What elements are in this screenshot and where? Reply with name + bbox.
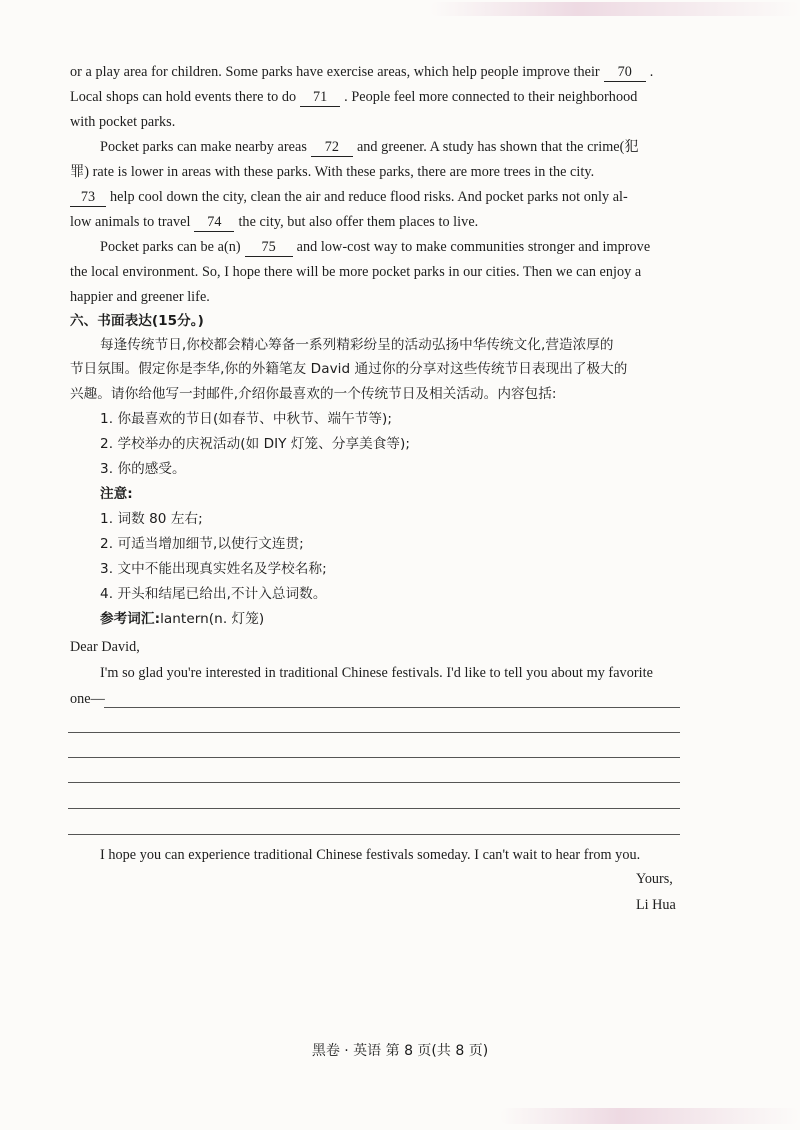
letter-signoff: Yours, [636,871,673,887]
blank-75[interactable]: 75 [245,239,293,257]
blank-71[interactable]: 71 [300,89,340,107]
passage-line-7: low animals to travel 74 the city, but also offer them places to live. [70,214,479,230]
passage-line-5: 罪) rate is lower in areas with these parks. With these parks, there are more trees in the city. [70,164,595,180]
prompt-line-2: 节日氛围。假定你是李华,你的外籍笔友 David 通过你的分享对这些传统节日表现出了极大的 [70,361,628,377]
letter-opening-2: one— [70,691,105,707]
vocab-text: lantern(n. 灯笼) [160,611,265,627]
section-title: 六、书面表达(15分。) [70,313,204,329]
scan-smudge-top [430,2,800,16]
passage-line-10: happier and greener life. [70,289,210,305]
passage-line-8: Pocket parks can be a(n) 75 and low-cost way to make communities stronger and improve [100,239,651,255]
letter-opening-1: I'm so glad you're interested in traditional Chinese festivals. I'd like to tell you about my favorite [100,665,653,681]
letter-closing: I hope you can experience traditional Chinese festivals someday. I can't wait to hear from you. [100,847,641,863]
letter-signature: Li Hua [636,897,676,913]
letter-salutation: Dear David, [70,639,140,655]
requirement-3: 3. 你的感受。 [100,461,186,477]
passage-line-9: the local environment. So, I hope there will be more pocket parks in our cities. Then we can enjoy a [70,264,642,280]
note-title: 注意: [100,486,133,502]
note-2: 2. 可适当增加细节,以使行文连贯; [100,536,304,552]
passage-line-3: with pocket parks. [70,114,176,130]
writing-line-3[interactable] [68,757,680,758]
blank-72[interactable]: 72 [311,139,353,157]
writing-line-5[interactable] [68,808,680,809]
blank-70[interactable]: 70 [604,64,646,82]
vocabulary [100,609,680,629]
prompt-line-3: 兴趣。请你给他写一封邮件,介绍你最喜欢的一个传统节日及相关活动。内容包括: [70,386,557,402]
passage-line-4: Pocket parks can make nearby areas 72 and greener. A study has shown that the crime(犯 [100,139,639,155]
passage-line-2: Local shops can hold events there to do 71 . People feel more connected to their neighborhood [70,89,638,105]
note-4: 4. 开头和结尾已给出,不计入总词数。 [100,586,327,602]
vocab-label: 参考词汇: [100,611,161,627]
passage-line-6: 73 help cool down the city, clean the air and reduce flood risks. And pocket parks not only al- [70,187,680,207]
passage-line-1: or a play area for children. Some parks have exercise areas, which help people improve their 70 . [70,64,654,80]
writing-line-1[interactable] [104,707,680,708]
blank-73[interactable]: 73 [70,189,106,207]
requirement-1: 1. 你最喜欢的节日(如春节、中秋节、端午节等); [100,411,393,427]
note-1: 1. 词数 80 左右; [100,511,203,527]
writing-line-4[interactable] [68,782,680,783]
blank-74[interactable]: 74 [194,214,234,232]
note-3: 3. 文中不能出现真实姓名及学校名称; [100,561,327,577]
scan-smudge-bottom [500,1108,800,1124]
writing-line-6[interactable] [68,834,680,835]
requirement-2: 2. 学校举办的庆祝活动(如 DIY 灯笼、分享美食等); [100,436,411,452]
prompt-line-1: 每逢传统节日,你校都会精心筹备一系列精彩纷呈的活动弘扬中华传统文化,营造浓厚的 [100,337,614,353]
page-footer: 黑卷 · 英语 第 8 页(共 8 页) [311,1043,489,1059]
writing-line-2[interactable] [68,732,680,733]
